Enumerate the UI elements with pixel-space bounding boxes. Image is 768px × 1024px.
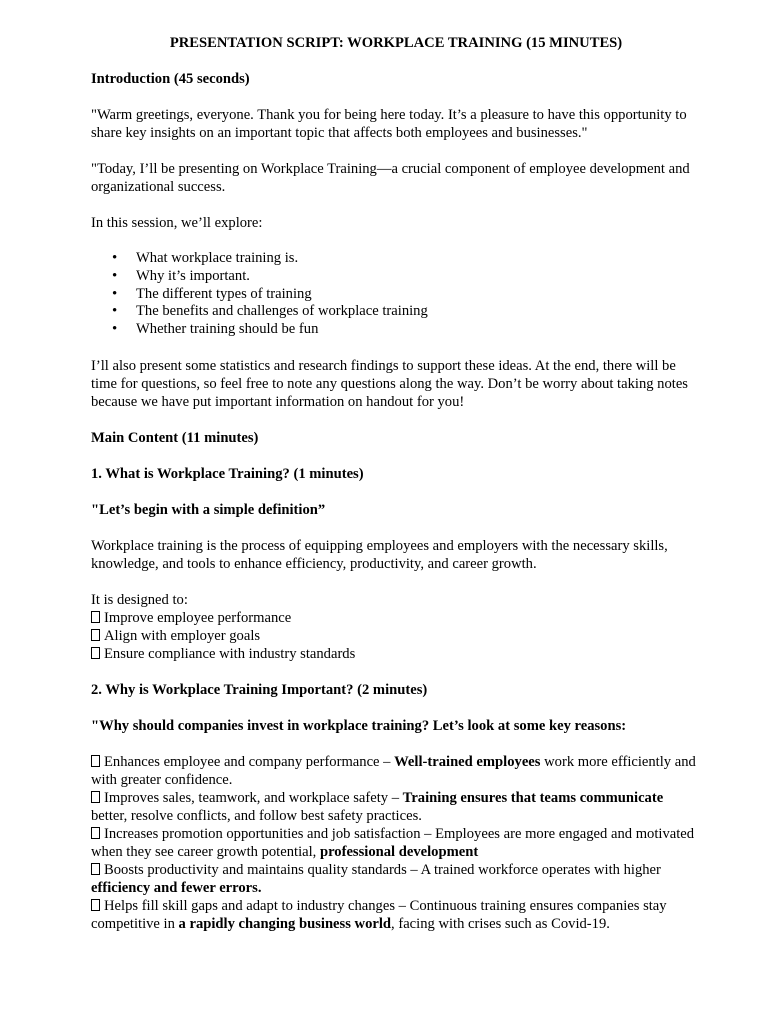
checkbox-glyph-icon <box>91 791 100 803</box>
checkbox-glyph-icon <box>91 629 100 641</box>
list-item: • The different types of training <box>91 286 701 304</box>
intro-paragraph-2: "Today, I’ll be presenting on Workplace Training—a crucial component of employee development and organizational success. <box>91 161 690 195</box>
section-1-quote: "Let’s begin with a simple definition” <box>91 501 326 518</box>
list-item: Improves sales, teamwork, and workplace safety – Training ensures that teams communicate better, resolve conflicts, and follow best safety practices. <box>91 789 664 824</box>
checkbox-glyph-icon <box>91 755 100 767</box>
list-item: • What workplace training is. <box>91 250 701 268</box>
list-item: Enhances employee and company performance – Well-trained employees work more efficiently and with greater confidence. <box>91 753 696 788</box>
section-1-heading: 1. What is Workplace Training? (1 minutes) <box>91 465 364 482</box>
list-item: Align with employer goals <box>91 627 701 645</box>
list-item: Boosts productivity and maintains quality standards – A trained workforce operates with higher efficiency and fewer errors. <box>91 861 661 896</box>
list-item: Improve employee performance <box>91 609 701 627</box>
section-2-quote: "Why should companies invest in workplace training? Let’s look at some key reasons: <box>91 717 627 734</box>
reasons-list <box>91 753 701 933</box>
list-item: • Whether training should be fun <box>91 321 701 339</box>
main-content-heading: Main Content (11 minutes) <box>91 429 259 446</box>
checkbox-glyph-icon <box>91 611 100 623</box>
document-title: PRESENTATION SCRIPT: WORKPLACE TRAINING (15 MINUTES) <box>169 35 623 51</box>
designed-to-label: It is designed to: <box>91 591 188 608</box>
section-2-heading: 2. Why is Workplace Training Important? (2 minutes) <box>91 681 428 698</box>
definition-paragraph: Workplace training is the process of equipping employees and employers with the necessary skills, knowledge, and tools to enhance efficiency, productivity, and career growth. <box>91 537 668 572</box>
intro-paragraph-3: In this session, we’ll explore: <box>91 215 263 231</box>
intro-paragraph-1: "Warm greetings, everyone. Thank you for being here today. It’s a pleasure to have this opportunity to share key insights on an important topic that affects both employees and businesses." <box>91 107 687 141</box>
list-item: Increases promotion opportunities and job satisfaction – Employees are more engaged and motivated when they see career growth potential, professional development <box>91 825 695 860</box>
intro-heading: Introduction (45 seconds) <box>91 71 250 87</box>
checkbox-glyph-icon <box>91 827 100 839</box>
list-item: • The benefits and challenges of workplace training <box>91 303 701 321</box>
checkbox-glyph-icon <box>91 647 100 659</box>
checkbox-glyph-icon <box>91 863 100 875</box>
checkbox-glyph-icon <box>91 899 100 911</box>
list-item: Ensure compliance with industry standards <box>91 645 701 663</box>
document-page <box>91 34 701 933</box>
intro-paragraph-4: I’ll also present some statistics and research findings to support these ideas. At the end, there will be time for questions, so feel free to note any questions along the way. Don’t be worry about taking notes because we have put important information on handout for you! <box>91 357 688 410</box>
list-item: • Why it’s important. <box>91 268 701 286</box>
designed-to-block <box>91 591 701 663</box>
list-item: Helps fill skill gaps and adapt to industry changes – Continuous training ensures companies stay competitive in a rapidly changing business world, facing with crises such as Covid-19. <box>91 897 667 932</box>
topics-list <box>91 250 701 339</box>
